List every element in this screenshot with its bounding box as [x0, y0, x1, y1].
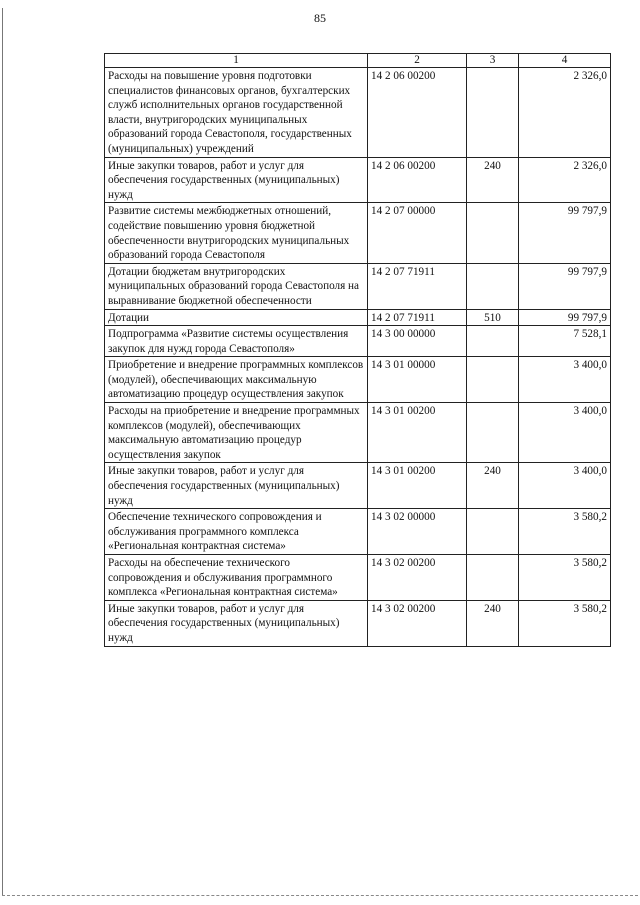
- row-expense-type: [467, 263, 519, 309]
- table-row: [105, 263, 611, 309]
- row-code: 14 2 07 71911: [368, 309, 467, 326]
- row-code: 14 3 02 00000: [368, 509, 467, 555]
- row-name: Обеспечение технического сопровождения и обслуживания программного комплекса «Региональная контрактная система»: [105, 509, 368, 555]
- page-number: 85: [314, 11, 326, 25]
- row-code: 14 3 00 00000: [368, 326, 467, 357]
- row-code: 14 2 07 00000: [368, 203, 467, 263]
- table-row: [105, 403, 611, 463]
- table-row: [105, 309, 611, 326]
- row-expense-type: [467, 403, 519, 463]
- table-row: [105, 600, 611, 646]
- row-name: Иные закупки товаров, работ и услуг для обеспечения государственных (муниципальных) нужд: [105, 463, 368, 509]
- row-expense-type: 510: [467, 309, 519, 326]
- row-expense-type: [467, 555, 519, 601]
- row-expense-type: [467, 326, 519, 357]
- row-sum: 3 400,0: [519, 463, 611, 509]
- table-row: [105, 555, 611, 601]
- row-sum: 3 580,2: [519, 555, 611, 601]
- row-sum: 3 400,0: [519, 357, 611, 403]
- row-sum: 2 326,0: [519, 68, 611, 158]
- row-sum: 99 797,9: [519, 203, 611, 263]
- row-name: Подпрограмма «Развитие системы осуществления закупок для нужд города Севастополя»: [105, 326, 368, 357]
- row-code: 14 3 01 00200: [368, 463, 467, 509]
- table-row: [105, 463, 611, 509]
- row-sum: 7 528,1: [519, 326, 611, 357]
- scan-left-edge: [2, 8, 3, 896]
- row-expense-type: [467, 357, 519, 403]
- table-row: [105, 357, 611, 403]
- row-name: Иные закупки товаров, работ и услуг для обеспечения государственных (муниципальных) нужд: [105, 157, 368, 203]
- table-row: [105, 68, 611, 158]
- row-sum: 2 326,0: [519, 157, 611, 203]
- table-row: [105, 509, 611, 555]
- header-row: [105, 54, 611, 68]
- row-sum: 3 400,0: [519, 403, 611, 463]
- row-expense-type: 240: [467, 157, 519, 203]
- row-expense-type: [467, 203, 519, 263]
- header-col-2: 2: [368, 54, 467, 68]
- header-col-1: 1: [105, 54, 368, 68]
- table-row: [105, 157, 611, 203]
- row-code: 14 3 02 00200: [368, 555, 467, 601]
- row-name: Расходы на приобретение и внедрение программных комплексов (модулей), обеспечивающих максимальную автоматизацию процедур осуществления закупок: [105, 403, 368, 463]
- row-name: Приобретение и внедрение программных комплексов (модулей), обеспечивающих максимальную автоматизацию процедур осуществления закупок: [105, 357, 368, 403]
- row-code: 14 2 06 00200: [368, 68, 467, 158]
- row-sum: 3 580,2: [519, 509, 611, 555]
- row-name: Дотации бюджетам внутригородских муниципальных образований города Севастополя на выравнивание бюджетной обеспеченности: [105, 263, 368, 309]
- table-row: [105, 326, 611, 357]
- row-sum: 99 797,9: [519, 309, 611, 326]
- row-name: Иные закупки товаров, работ и услуг для обеспечения государственных (муниципальных) нужд: [105, 600, 368, 646]
- scan-bottom-edge: [2, 895, 638, 896]
- row-sum: 3 580,2: [519, 600, 611, 646]
- row-sum: 99 797,9: [519, 263, 611, 309]
- row-name: Развитие системы межбюджетных отношений, содействие повышению уровня бюджетной обеспеченности внутригородских муниципальных образований города Севастополя: [105, 203, 368, 263]
- row-name: Дотации: [105, 309, 368, 326]
- budget-table-body: [105, 68, 611, 647]
- row-name: Расходы на обеспечение технического сопровождения и обслуживания программного комплекса «Региональная контрактная система»: [105, 555, 368, 601]
- row-name: Расходы на повышение уровня подготовки специалистов финансовых органов, бухгалтерских служб исполнительных органов государственной власти, внутригородских муниципальных образований города Севастополя, государственных (муниципальных) учреждений: [105, 68, 368, 158]
- row-expense-type: 240: [467, 600, 519, 646]
- header-col-3: 3: [467, 54, 519, 68]
- budget-table-header: [105, 54, 611, 68]
- row-code: 14 3 01 00000: [368, 357, 467, 403]
- row-code: 14 2 06 00200: [368, 157, 467, 203]
- row-code: 14 2 07 71911: [368, 263, 467, 309]
- row-expense-type: 240: [467, 463, 519, 509]
- row-code: 14 3 02 00200: [368, 600, 467, 646]
- table-row: [105, 203, 611, 263]
- budget-table: [104, 53, 611, 647]
- row-expense-type: [467, 68, 519, 158]
- row-expense-type: [467, 509, 519, 555]
- header-col-4: 4: [519, 54, 611, 68]
- row-code: 14 3 01 00200: [368, 403, 467, 463]
